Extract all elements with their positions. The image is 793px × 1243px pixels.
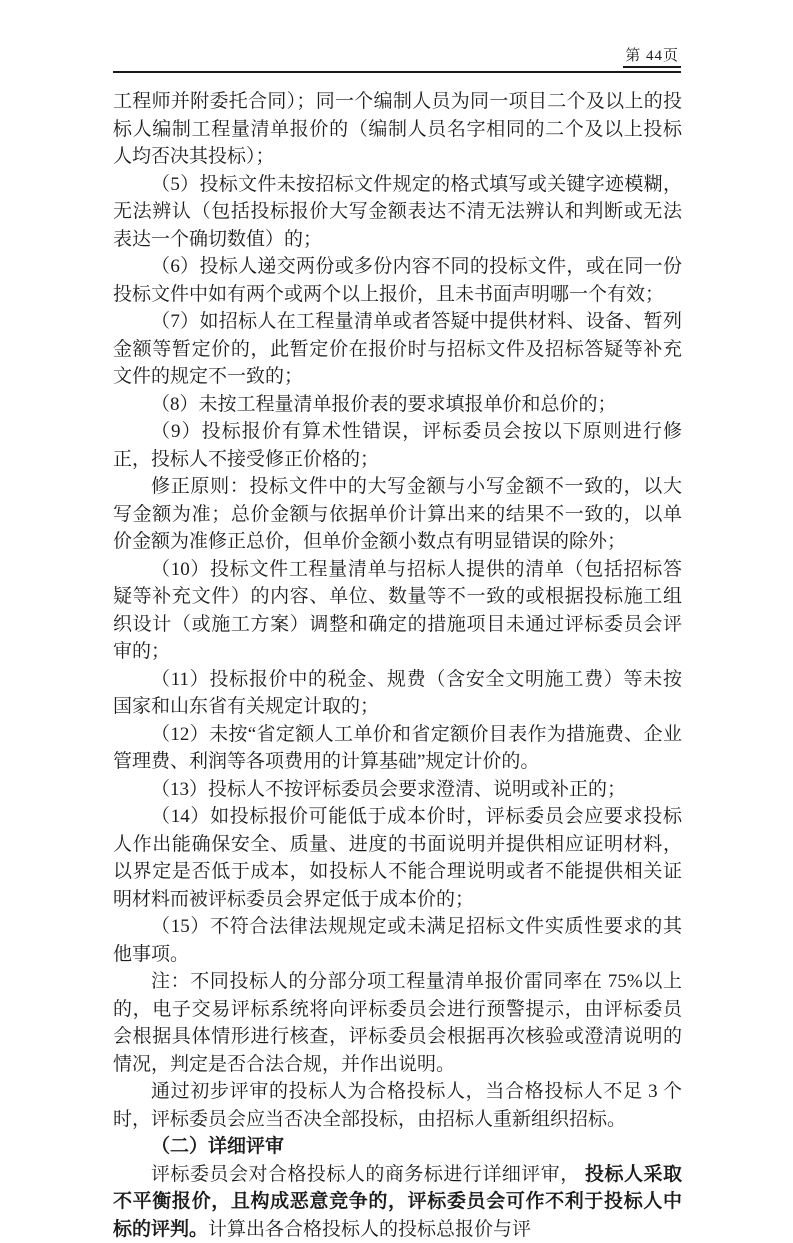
text-run: （6）投标人递交两份或多份内容不同的投标文件，或在同一份投标文件中如有两个或两个以上报价，且未书面声明哪一个有效； — [113, 256, 682, 305]
para-continuation — [113, 88, 682, 171]
para-preliminary-result — [113, 1078, 682, 1133]
text-run: （5）投标文件未按招标文件规定的格式填写或关键字迹模糊，无法辨认（包括投标报价大写金额表达不清无法辨认和判断或无法表达一个确切数值）的； — [113, 174, 682, 250]
text-run: 评标委员会对合格投标人的商务标进行详细评审， — [151, 1164, 585, 1185]
para-item-11 — [113, 666, 682, 721]
para-item-14 — [113, 803, 682, 913]
text-run: （12）未按“省定额人工单价和省定额价目表作为措施费、企业管理费、利润等各项费用的计算基础”规定计价的。 — [113, 724, 682, 773]
para-item-15 — [113, 913, 682, 968]
text-run: 计算出各合格投标人的投标总报价与评 — [208, 1219, 531, 1240]
text-run: 工程师并附委托合同）；同一个编制人员为同一项目二个及以上的投标人编制工程量清单报价的（编制人员名字相同的二个及以上投标人均否决其投标）； — [113, 91, 682, 167]
text-run: （15）不符合法律法规规定或未满足招标文件实质性要求的其他事项。 — [113, 916, 682, 965]
text-run: （14）如投标报价可能低于成本价时，评标委员会应要求投标人作出能确保安全、质量、进度的书面说明并提供相应证明材料，以界定是否低于成本，如投标人不能合理说明或者不能提供相关证明材料而被评标委员会界定低于成本价的； — [113, 806, 682, 910]
text-run: （10）投标文件工程量清单与招标人提供的清单（包括招标答疑等补充文件）的内容、单位、数量等不一致的或根据投标施工组织设计（或施工方案）调整和确定的措施项目未通过评标委员会评审的； — [113, 559, 682, 663]
page-number: 第 44页 — [623, 44, 681, 68]
text-run: （13）投标人不按评标委员会要求澄清、说明或补正的； — [151, 779, 626, 800]
para-item-7 — [113, 308, 682, 391]
heading-detailed-review — [113, 1133, 682, 1161]
text-run: （11）投标报价中的税金、规费（含安全文明施工费）等未按国家和山东省有关规定计取的； — [113, 669, 682, 718]
para-item-6 — [113, 253, 682, 308]
para-item-10 — [113, 556, 682, 666]
bold-text-run: （二）详细评审 — [151, 1136, 284, 1157]
text-run: 修正原则：投标文件中的大写金额与小写金额不一致的，以大写金额为准；总价金额与依据单价计算出来的结果不一致的，以单价金额为准修正总价，但单价金额小数点有明显错误的除外； — [113, 476, 682, 552]
para-item-8 — [113, 391, 682, 419]
text-run: （9）投标报价有算术性错误，评标委员会按以下原则进行修正，投标人不接受修正价格的； — [113, 421, 682, 470]
para-detailed-review — [113, 1161, 682, 1243]
text-run: （7）如招标人在工程量清单或者答疑中提供材料、设备、暂列金额等暂定价的，此暂定价在报价时与招标文件及招标答疑等补充文件的规定不一致的； — [113, 311, 682, 387]
para-item-13 — [113, 776, 682, 804]
para-correction-principle — [113, 473, 682, 556]
page-header — [113, 44, 681, 73]
bold-text-run: 投标人采取不平衡报价，且构成恶意竞争的，评标委员会可作不利于投标人中标的评判。 — [113, 1164, 682, 1240]
text-run: （8）未按工程量清单报价表的要求填报单价和总价的； — [151, 394, 617, 415]
para-item-5 — [113, 171, 682, 254]
text-run: 注：不同投标人的分部分项工程量清单报价雷同率在 75%以上的，电子交易评标系统将向评标委员会进行预警提示，由评标委员会根据具体情形进行核查，评标委员会根据再次核验或澄清说明的情况，判定是否合法合规，并作出说明。 — [113, 971, 682, 1075]
para-note — [113, 968, 682, 1078]
document-body — [113, 88, 682, 1243]
text-run: 通过初步评审的投标人为合格投标人，当合格投标人不足 3 个时，评标委员会应当否决全部投标，由招标人重新组织招标。 — [113, 1081, 682, 1130]
para-item-12 — [113, 721, 682, 776]
para-item-9 — [113, 418, 682, 473]
